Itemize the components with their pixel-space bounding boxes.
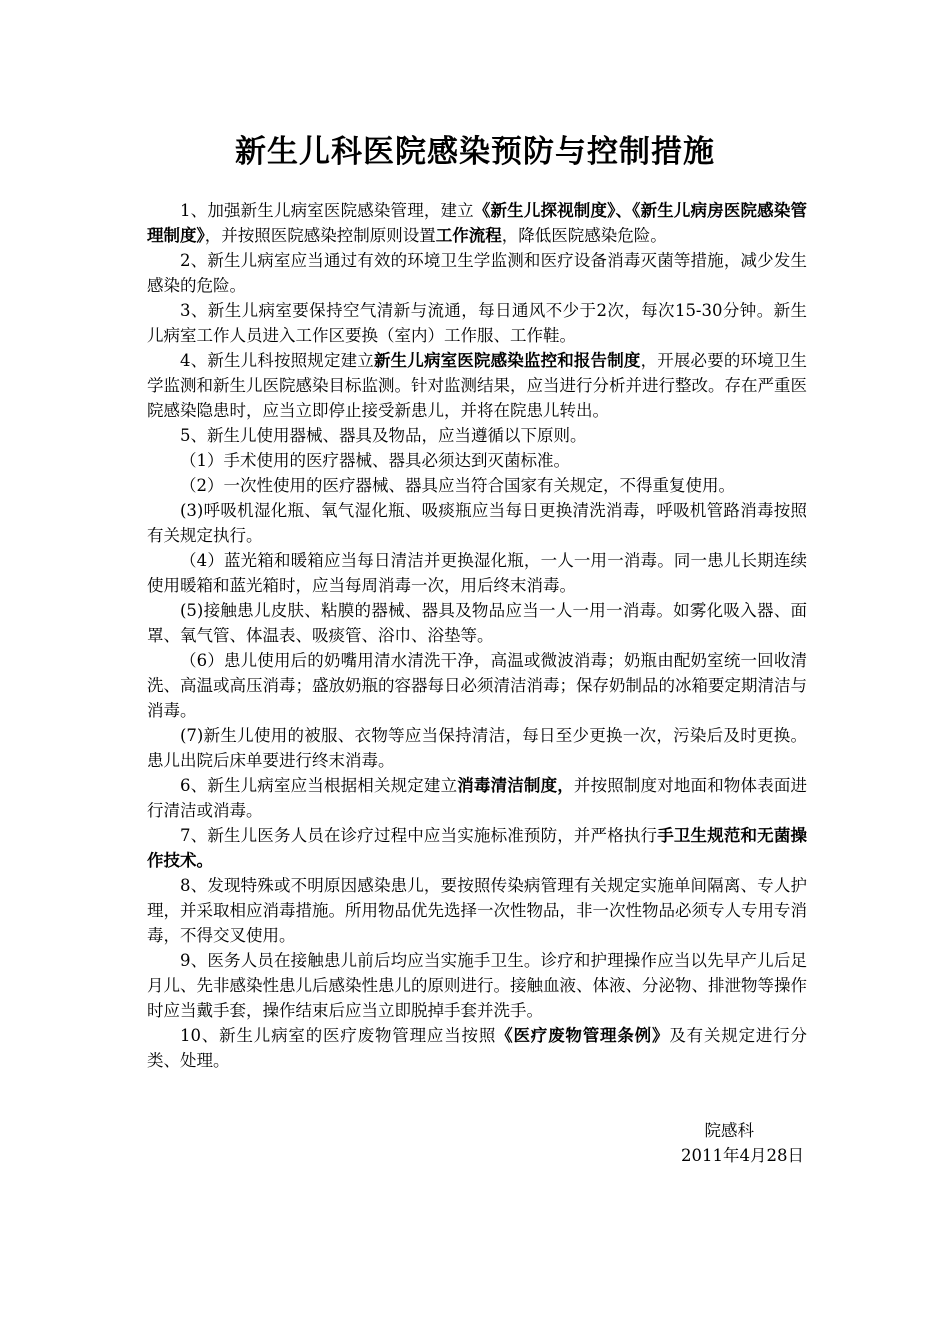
text-run: (5)接触患儿皮肤、粘膜的器械、器具及物品应当一人一用一消毒。如雾化吸入器、面罩、氧气管、体温表、吸痰管、浴巾、浴垫等。 <box>147 601 807 645</box>
paragraph <box>147 598 807 648</box>
signature-department: 院感科 <box>704 1121 754 1140</box>
bold-text-run: 消毒清洁制度， <box>457 776 574 795</box>
text-run: 并按照制度对地面和物体表面进行清洁或消毒。 <box>147 776 808 820</box>
text-run: 4、新生儿科按照规定建立 <box>180 351 374 370</box>
text-run: 及有关规定进行分类、处理。 <box>147 1026 808 1070</box>
text-run: 3、新生儿病室要保持空气清新与流通，每日通风不少于2次，每次15-30分钟。新生儿病室工作人员进入工作区要换（室内）工作服、工作鞋。 <box>147 301 807 345</box>
document-body <box>147 198 807 1073</box>
text-run: （6）患儿使用后的奶嘴用清水清洗干净，高温或微波消毒；奶瓶由配奶室统一回收清洗、高温或高压消毒；盛放奶瓶的容器每日必须清洁消毒；保存奶制品的冰箱要定期清洁与消毒。 <box>147 651 807 720</box>
text-run: 10、新生儿病室的医疗废物管理应当按照 <box>180 1026 497 1045</box>
bold-text-run: 《新生儿探视制度》、《新生儿病房医院感染管理制度》 <box>147 201 808 245</box>
paragraph <box>147 448 807 473</box>
paragraph <box>147 248 807 298</box>
paragraph <box>147 723 807 773</box>
signature-date: 2011年4月28日 <box>681 1146 804 1165</box>
paragraph <box>147 473 807 498</box>
paragraph <box>147 298 807 348</box>
bold-text-run: 工作流程 <box>435 226 502 245</box>
text-run: 7、新生儿医务人员在诊疗过程中应当实施标准预防，并严格执行 <box>180 826 658 845</box>
paragraph <box>147 873 807 948</box>
bold-text-run: 《医疗废物管理条例》 <box>496 1026 670 1045</box>
text-run: ，降低医院感染危险。 <box>501 226 667 245</box>
text-run: （4）蓝光箱和暖箱应当每日清洁并更换湿化瓶，一人一用一消毒。同一患儿长期连续使用暖箱和蓝光箱时，应当每周消毒一次，用后终末消毒。 <box>147 551 807 595</box>
text-run: （2）一次性使用的医疗器械、器具应当符合国家有关规定，不得重复使用。 <box>180 476 735 495</box>
text-run: 1、加强新生儿病室医院感染管理，建立 <box>180 201 474 220</box>
text-run: (7)新生儿使用的被服、衣物等应当保持清洁，每日至少更换一次，污染后及时更换。患儿出院后床单要进行终末消毒。 <box>147 726 807 770</box>
paragraph <box>147 948 807 1023</box>
paragraph <box>147 423 807 448</box>
paragraph <box>147 773 807 823</box>
bold-text-run: 新生儿病室医院感染监控和报告制度 <box>373 351 641 370</box>
text-run: 6、新生儿病室应当根据相关规定建立 <box>180 776 458 795</box>
text-run: （1）手术使用的医疗器械、器具必须达到灭菌标准。 <box>180 451 570 470</box>
text-run: ，开展必要的环境卫生学监测和新生儿医院感染目标监测。针对监测结果，应当进行分析并进行整改。存在严重医院感染隐患时，应当立即停止接受新患儿，并将在院患儿转出。 <box>147 351 808 420</box>
paragraph <box>147 498 807 548</box>
text-run: 5、新生儿使用器械、器具及物品，应当遵循以下原则。 <box>180 426 587 445</box>
text-run: ，并按照医院感染控制原则设置 <box>204 226 436 245</box>
paragraph <box>147 348 807 423</box>
paragraph <box>147 1023 807 1073</box>
text-run: (3)呼吸机湿化瓶、氧气湿化瓶、吸痰瓶应当每日更换清洗消毒，呼吸机管路消毒按照有关规定执行。 <box>147 501 807 545</box>
paragraph <box>147 548 807 598</box>
paragraph <box>147 648 807 723</box>
paragraph <box>147 198 807 248</box>
bold-text-run: 手卫生规范和无菌操作技术。 <box>147 826 808 870</box>
text-run: 8、发现特殊或不明原因感染患儿，要按照传染病管理有关规定实施单间隔离、专人护理，并采取相应消毒措施。所用物品优先选择一次性物品，非一次性物品必须专人专用专消毒，不得交叉使用。 <box>147 876 807 945</box>
paragraph <box>147 823 807 873</box>
document-title: 新生儿科医院感染预防与控制措施 <box>235 134 715 170</box>
text-run: 2、新生儿病室应当通过有效的环境卫生学监测和医疗设备消毒灭菌等措施，减少发生感染的危险。 <box>147 251 807 295</box>
text-run: 9、医务人员在接触患儿前后均应当实施手卫生。诊疗和护理操作应当以先早产儿后足月儿、先非感染性患儿后感染性患儿的原则进行。接触血液、体液、分泌物、排泄物等操作时应当戴手套，操作结束后应当立即脱掉手套并洗手。 <box>147 951 807 1020</box>
